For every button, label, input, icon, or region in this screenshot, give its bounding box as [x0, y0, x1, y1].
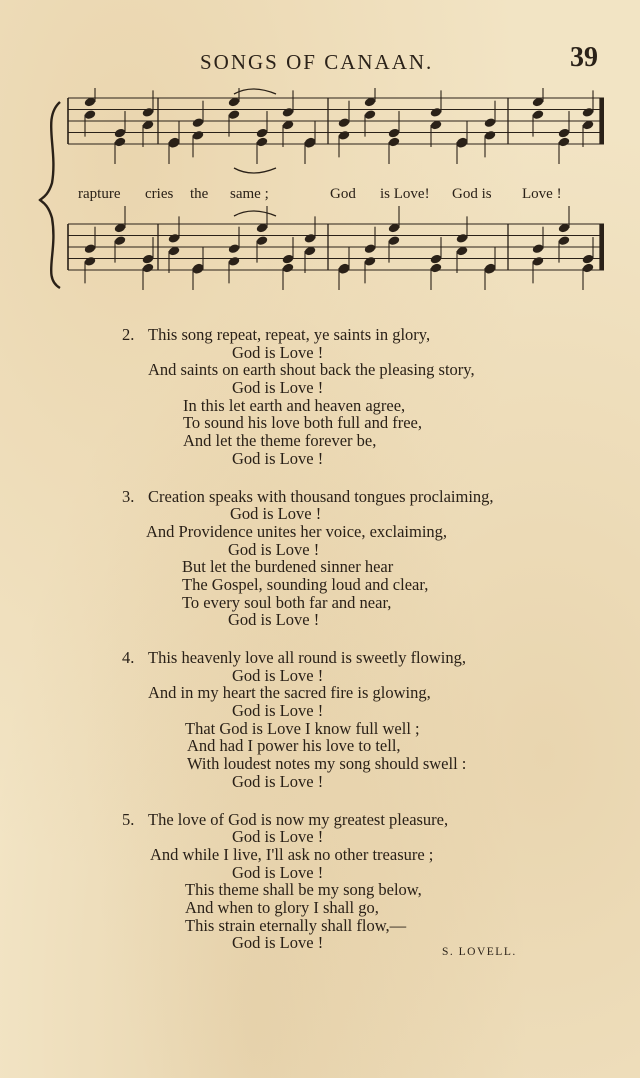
slur — [234, 168, 276, 173]
verse-line: And while I live, I'll ask no other treasure ; — [150, 844, 434, 864]
final-barline — [600, 224, 604, 270]
lyric-word: God is — [452, 186, 492, 202]
verse-line: 5. The love of God is now my greatest pleasure, — [122, 809, 449, 829]
verse-line: God is Love ! — [232, 933, 324, 953]
verse-line: God is Love ! — [232, 827, 324, 847]
lyric-word: cries — [145, 186, 174, 202]
page-number: 39 — [570, 42, 598, 73]
verse-line: That God is Love I know full well ; — [185, 718, 420, 738]
verse-line: In this let earth and heaven agree, — [183, 395, 406, 415]
verse-3 — [0, 488, 640, 630]
verse-line: And in my heart the sacred fire is glowing, — [148, 683, 431, 703]
verse-number: 3. — [122, 486, 135, 506]
lyric-word: God — [330, 186, 356, 202]
verse-number: 5. — [122, 809, 135, 829]
verse-line: God is Love ! — [230, 504, 322, 524]
verse-line: To sound his love both full and free, — [183, 413, 422, 433]
slur — [234, 211, 276, 216]
page-header — [0, 42, 640, 82]
verse-line: God is Love ! — [232, 862, 324, 882]
lyric-word: the — [190, 186, 209, 202]
verses — [0, 326, 640, 972]
verse-4 — [0, 649, 640, 791]
running-title: SONGS OF CANAAN. — [200, 50, 434, 74]
verse-line: 3. Creation speaks with thousand tongues proclaiming, — [122, 486, 494, 506]
verse-line: With loudest notes my song should swell : — [187, 754, 467, 774]
verse-line: 4. This heavenly love all round is sweetly flowing, — [122, 648, 467, 667]
verse-line: This theme shall be my song below, — [185, 880, 422, 900]
verse-line: God is Love ! — [228, 539, 320, 559]
slur — [234, 89, 276, 94]
verse-line: The Gospel, sounding loud and clear, — [182, 574, 429, 594]
verse-line: And saints on earth shout back the pleasing story, — [148, 360, 475, 380]
verse-line: God is Love ! — [228, 610, 320, 630]
verse-line: And Providence unites her voice, exclaiming, — [146, 521, 448, 541]
final-barline — [600, 98, 604, 144]
verse-line: And let the theme forever be, — [183, 431, 377, 451]
verse-line: And when to glory I shall go, — [185, 897, 379, 917]
lyric-word: is Love! — [380, 186, 430, 202]
verse-line: 2. This song repeat, repeat, ye saints in glory, — [122, 325, 431, 344]
lyric-word: same ; — [230, 186, 269, 202]
verse-line: God is Love ! — [232, 701, 324, 721]
verse-line: This strain eternally shall flow,— — [185, 915, 407, 935]
verse-number: 2. — [122, 325, 135, 344]
verse-line: God is Love ! — [232, 771, 324, 791]
verse-line: God is Love ! — [232, 665, 324, 685]
verse-line: And had I power his love to tell, — [187, 736, 401, 756]
music-lyrics — [38, 186, 610, 208]
lyric-word: rapture — [78, 186, 121, 202]
verse-5 — [0, 811, 640, 953]
verse-line: To every soul both far and near, — [182, 592, 392, 612]
verse-line: But let the burdened sinner hear — [182, 557, 394, 577]
author-attribution: S. LOVELL. — [442, 946, 517, 958]
verse-line: God is Love ! — [232, 378, 324, 398]
verse-2 — [0, 326, 640, 468]
verse-number: 4. — [122, 648, 135, 667]
verse-line: God is Love ! — [232, 342, 324, 362]
verse-line: God is Love ! — [232, 448, 324, 468]
lyric-word: Love ! — [522, 186, 562, 202]
